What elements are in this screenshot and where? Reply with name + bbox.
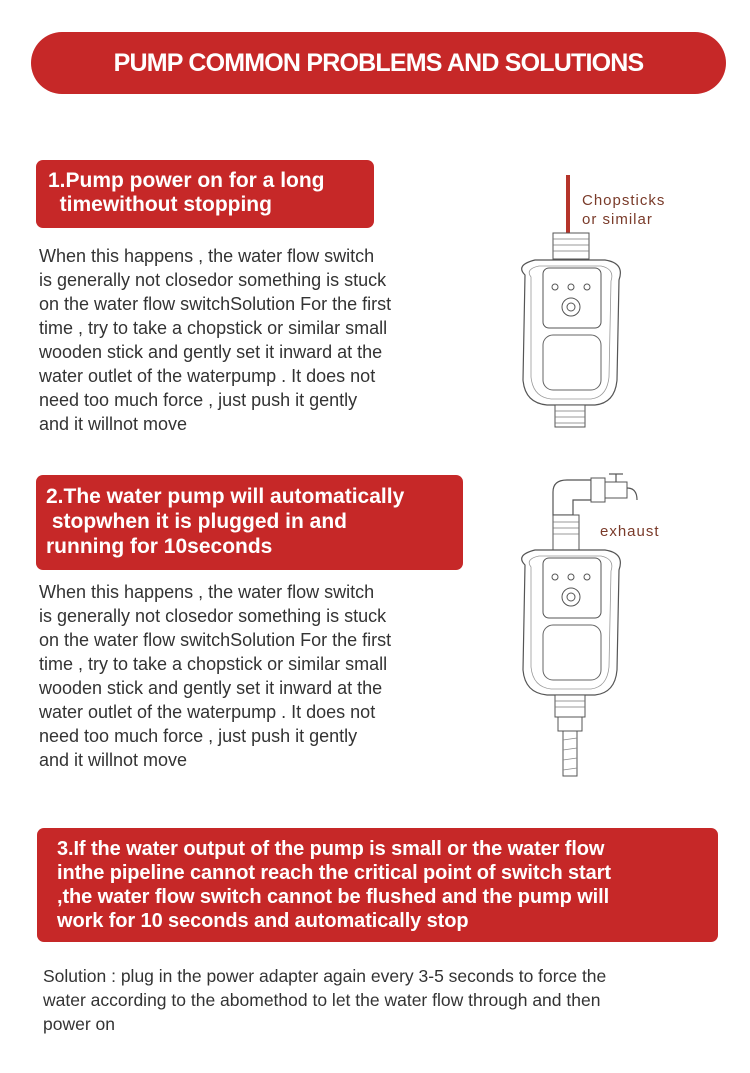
body-line: Solution : plug in the power adapter again every 3-5 seconds to force the <box>43 966 607 986</box>
problem-3-heading <box>37 828 718 942</box>
body-line: wooden stick and gently set it inward at the <box>39 342 383 362</box>
problem-2-body <box>39 580 391 772</box>
illustration-label: exhaust <box>600 523 660 540</box>
body-line: time , try to take a chopstick or similar small <box>39 654 388 674</box>
body-line: water outlet of the waterpump . It does not <box>39 702 376 722</box>
body-line: When this happens , the water flow switch <box>39 582 375 602</box>
heading-line: 3.If the water output of the pump is small or the water flow <box>57 838 605 860</box>
body-line: wooden stick and gently set it inward at the <box>39 678 383 698</box>
body-line: is generally not closedor something is stuck <box>39 270 387 290</box>
body-line: on the water flow switchSolution For the first <box>39 294 392 314</box>
problem-1-body <box>39 244 391 436</box>
heading-line: ,the water flow switch cannot be flushed and the pump will <box>57 886 610 908</box>
heading-line: stopwhen it is plugged in and <box>46 510 347 533</box>
body-line: need too much force , just push it gently <box>39 726 358 746</box>
illustration-label: Chopsticks <box>582 192 666 209</box>
heading-line: 2.The water pump will automatically <box>46 485 405 508</box>
body-line: on the water flow switchSolution For the first <box>39 630 392 650</box>
body-line: water outlet of the waterpump . It does not <box>39 366 376 386</box>
body-line: and it willnot move <box>39 750 188 770</box>
body-line: When this happens , the water flow switch <box>39 246 375 266</box>
heading-line: inthe pipeline cannot reach the critical point of switch start <box>57 862 611 884</box>
problem-3-body <box>43 964 606 1036</box>
problem-1-heading <box>36 160 374 228</box>
body-line: and it willnot move <box>39 414 188 434</box>
problem-2-heading <box>36 475 463 570</box>
body-line: water according to the abomethod to let the water flow through and then <box>43 990 601 1010</box>
heading-line: timewithout stopping <box>48 193 272 216</box>
body-line: power on <box>43 1014 115 1034</box>
body-line: need too much force , just push it gently <box>39 390 358 410</box>
page-title: PUMP COMMON PROBLEMS AND SOLUTIONS <box>113 48 644 77</box>
body-line: time , try to take a chopstick or similar small <box>39 318 388 338</box>
title-banner <box>31 32 726 94</box>
heading-line: work for 10 seconds and automatically stop <box>57 910 469 932</box>
body-line: is generally not closedor something is stuck <box>39 606 387 626</box>
pump-with-chopstick-illustration <box>495 165 745 430</box>
pump-with-exhaust-valve-illustration <box>495 470 745 780</box>
heading-line: running for 10seconds <box>46 535 273 558</box>
illustration-label: or similar <box>582 211 653 228</box>
heading-line: 1.Pump power on for a long <box>48 169 325 192</box>
